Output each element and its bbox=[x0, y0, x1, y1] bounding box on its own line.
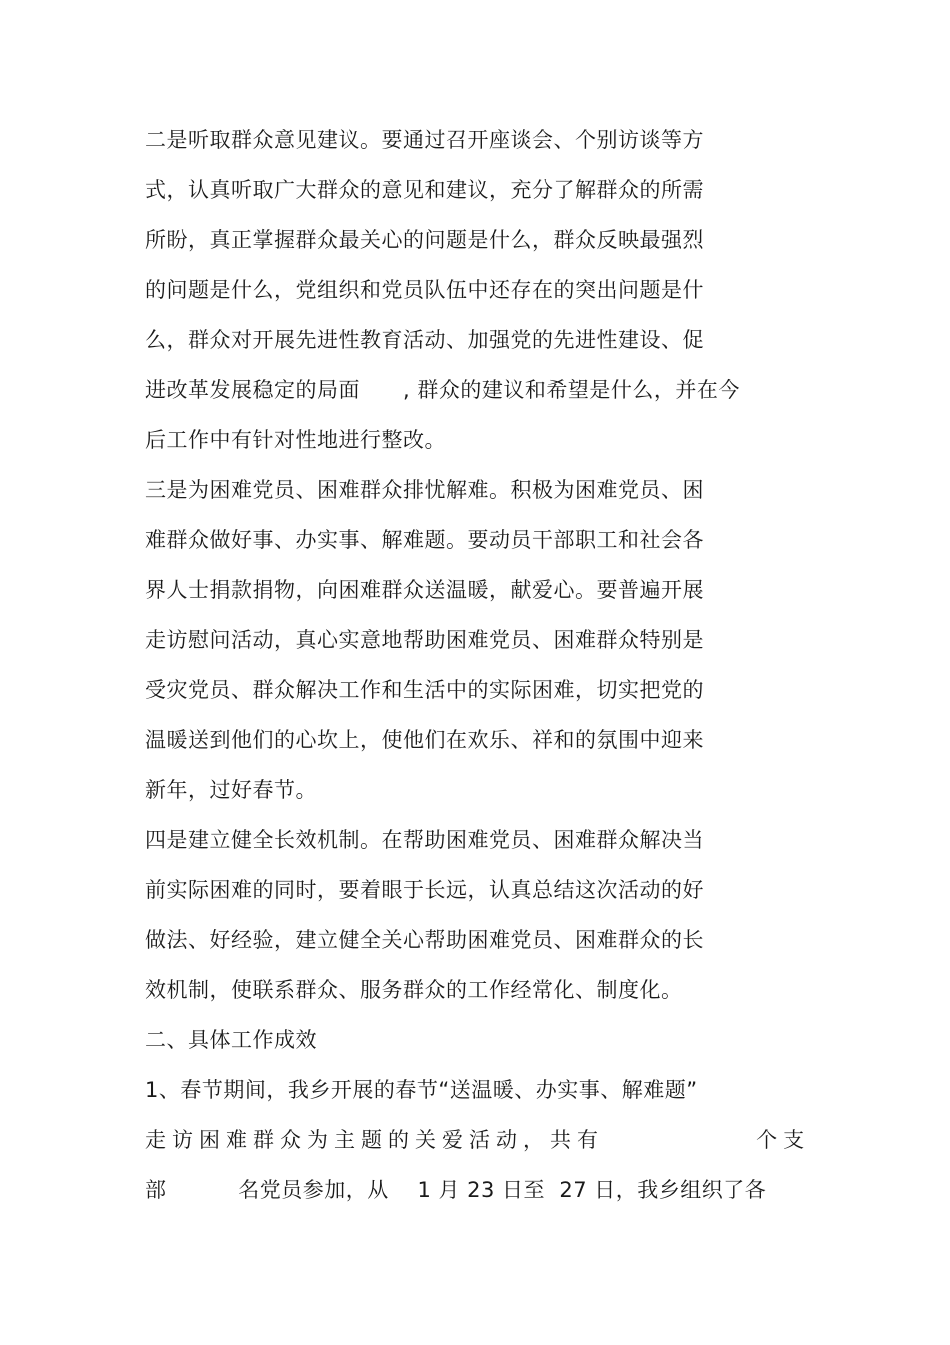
text-line: 受灾党员、群众解决工作和生活中的实际困难，切实把党的 bbox=[145, 678, 704, 702]
text-line: 前实际困难的同时，要着眼于长远，认真总结这次活动的好 bbox=[145, 878, 704, 902]
text-line: 部 名党员参加，从 1 月 23 日至 27 日，我乡组织了各 bbox=[145, 1178, 767, 1202]
text-line: 走访慰问活动，真心实意地帮助困难党员、困难群众特别是 bbox=[145, 628, 704, 652]
text-line: 温暖送到他们的心坎上，使他们在欢乐、祥和的氛围中迎来 bbox=[145, 728, 704, 752]
text-line: 界人士捐款捐物，向困难群众送温暖，献爱心。要普遍开展 bbox=[145, 578, 704, 602]
text-line: 二是听取群众意见建议。要通过召开座谈会、个别访谈等方 bbox=[145, 128, 704, 152]
text-line: 四是建立健全长效机制。在帮助困难党员、困难群众解决当 bbox=[145, 828, 704, 852]
text-line: 式，认真听取广大群众的意见和建议，充分了解群众的所需 bbox=[145, 178, 704, 202]
text-line: 走访困难群众为主题的关爱活动，共有 个支 bbox=[145, 1128, 811, 1152]
text-line: 后工作中有针对性地进行整改。 bbox=[145, 428, 446, 452]
text-line: 做法、好经验，建立健全关心帮助困难党员、困难群众的长 bbox=[145, 928, 704, 952]
text-line: 1、春节期间，我乡开展的春节“送温暖、办实事、解难题” bbox=[145, 1078, 698, 1102]
text-line: 进改革发展稳定的局面 , 群众的建议和希望是什么，并在今 bbox=[145, 378, 740, 402]
text-line: 效机制，使联系群众、服务群众的工作经常化、制度化。 bbox=[145, 978, 683, 1002]
text-line: 难群众做好事、办实事、解难题。要动员干部职工和社会各 bbox=[145, 528, 704, 552]
text-line: 么，群众对开展先进性教育活动、加强党的先进性建设、促 bbox=[145, 328, 704, 352]
text-line: 的问题是什么，党组织和党员队伍中还存在的突出问题是什 bbox=[145, 278, 704, 302]
text-line: 所盼，真正掌握群众最关心的问题是什么，群众反映最强烈 bbox=[145, 228, 704, 252]
section-heading: 二、具体工作成效 bbox=[145, 1028, 317, 1052]
text-line: 三是为困难党员、困难群众排忧解难。积极为困难党员、困 bbox=[145, 478, 704, 502]
text-line: 新年，过好春节。 bbox=[145, 778, 317, 802]
